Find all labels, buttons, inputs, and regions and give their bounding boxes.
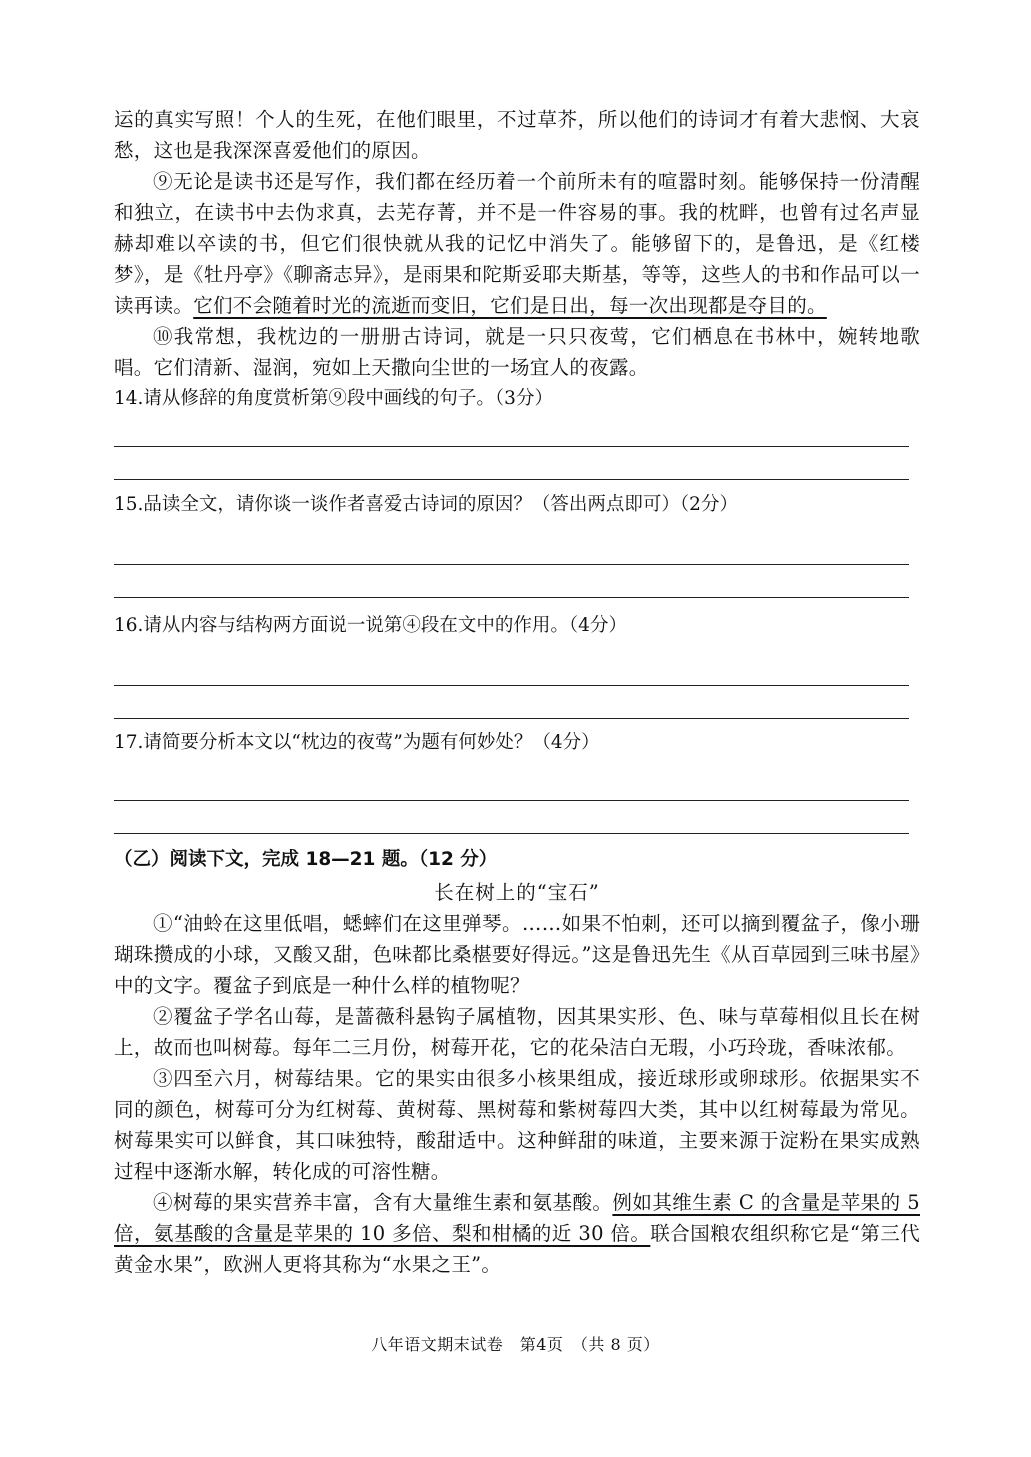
paragraph-9 <box>114 166 920 321</box>
paragraph-b4 <box>114 1187 920 1280</box>
underlined-sentence-9: 它们不会随着时光的流逝而变旧，它们是日出，每一次出现都是夺目的。 <box>193 294 827 317</box>
page-footer: 八年语文期末试卷 第4页 （共 8 页） <box>371 1335 660 1354</box>
paragraph-9-text: ⑨无论是读书还是写作，我们都在经历着一个前所未有的喧嚣时刻。能够保持一份清醒和独立，在读书中去伪求真，去芜存菁，并不是一件容易的事。我的枕畔，也曾有过名声显赫却难以卒读的书，但它们很快就从我的记忆中消失了。能够留下的，是鲁迅，是《红楼梦》，是《牡丹亭》《聊斋志异》，是雨果和陀斯妥耶夫斯基，等等，这些人的书和作品可以一读再读。 <box>114 170 920 317</box>
paragraph-b2: ②覆盆子学名山莓，是蔷薇科悬钩子属植物，因其果实形、色、味与草莓相似且长在树上，故而也叫树莓。每年二三月份，树莓开花，它的花朵洁白无瑕，小巧玲珑，香味浓郁。 <box>114 1005 920 1059</box>
question-16: 16.请从内容与结构两方面说一说第④段在文中的作用。（4分） <box>114 615 627 636</box>
page-content <box>114 104 920 1280</box>
question-15: 15.品读全文，请你谈一谈作者喜爱古诗词的原因？（答出两点即可）（2分） <box>114 494 738 515</box>
question-14: 14.请从修辞的角度赏析第⑨段中画线的句子。（3分） <box>114 388 553 409</box>
paragraph-b4-tail: 联合国粮农组织称它是“第三代黄金水果”，欧洲人更将其称为“水果之王”。 <box>114 1222 920 1276</box>
article-title: 长在树上的“宝石” <box>434 881 600 904</box>
section-b-heading: （乙）阅读下文，完成 18—21 题。（12 分） <box>114 849 498 870</box>
paragraph-continuation: 运的真实写照！个人的生死，在他们眼里，不过草芥，所以他们的诗词才有着大悲悯、大哀愁，这也是我深深喜爱他们的原因。 <box>114 108 920 162</box>
paragraph-b4-text: ④树莓的果实营养丰富，含有大量维生素和氨基酸。 <box>153 1191 613 1214</box>
underlined-sentence-b4: 例如其维生素 C 的含量是苹果的 5 倍，氨基酸的含量是苹果的 10 多倍、梨和柑橘的近 30 倍。 <box>114 1191 920 1245</box>
question-17: 17.请简要分析本文以“枕边的夜莺”为题有何妙处？（4分） <box>114 732 600 753</box>
paragraph-b1: ①“油蛉在这里低唱，蟋蟀们在这里弹琴。……如果不怕刺，还可以摘到覆盆子，像小珊瑚珠攒成的小球，又酸又甜，色味都比桑椹要好得远。”这是鲁迅先生《从百草园到三味书屋》中的文字。覆盆子到底是一种什么样的植物呢？ <box>114 912 920 997</box>
paragraph-10: ⑩我常想，我枕边的一册册古诗词，就是一只只夜莺，它们栖息在书林中，婉转地歌唱。它们清新、湿润，宛如上天撒向尘世的一场宜人的夜露。 <box>114 325 920 379</box>
paragraph-b3: ③四至六月，树莓结果。它的果实由很多小核果组成，接近球形或卵球形。依据果实不同的颜色，树莓可分为红树莓、黄树莓、黑树莓和紫树莓四大类，其中以红树莓最为常见。树莓果实可以鲜食，其口味独特，酸甜适中。这种鲜甜的味道，主要来源于淀粉在果实成熟过程中逐渐水解，转化成的可溶性糖。 <box>114 1067 920 1183</box>
